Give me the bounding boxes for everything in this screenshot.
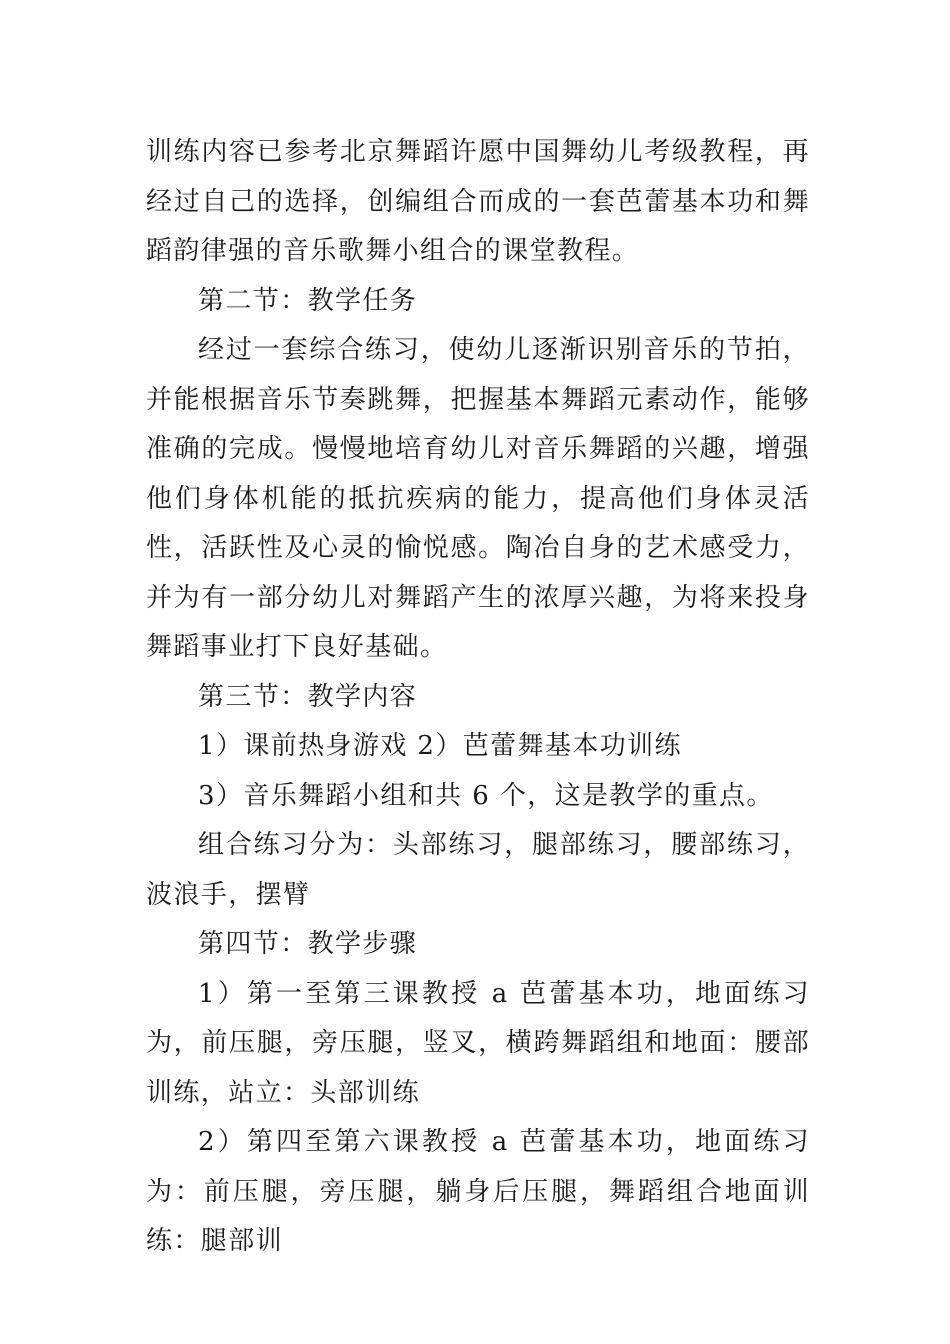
list-item-content-3: 3）音乐舞蹈小组和共 6 个，这是教学的重点。 xyxy=(198,780,774,811)
section-heading-teaching-steps: 第四节：教学步骤 xyxy=(198,929,418,959)
document-body xyxy=(146,128,810,1267)
list-item-step-2: 2）第四至第六课教授 a 芭蕾基本功，地面练习为：前压腿，旁压腿，躺身后压腿，舞蹈组合地面训练：腿部训 xyxy=(146,1127,810,1256)
list-item-content-1: 1）课前热身游戏 2）芭蕾舞基本功训练 xyxy=(198,731,682,761)
section-heading-teaching-tasks: 第二节：教学任务 xyxy=(198,285,418,316)
list-item-step-1: 1）第一至第三课教授 a 芭蕾基本功，地面练习为，前压腿，旁压腿，竖叉，横跨舞蹈组和地面：腰部训练，站立：头部训练 xyxy=(146,978,810,1108)
paragraph-combination-exercises: 组合练习分为：头部练习，腿部练习，腰部练习，波浪手，摆臂 xyxy=(146,830,810,910)
paragraph-teaching-tasks: 经过一套综合练习，使幼儿逐渐识别音乐的节拍，并能根据音乐节奏跳舞，把握基本舞蹈元素动作，能够准确的完成。慢慢地培育幼儿对音乐舞蹈的兴趣，增强他们身体机能的抵抗疾病的能力，提高他们身体灵活性，活跃性及心灵的愉悦感。陶冶自身的艺术感受力，并为有一部分幼儿对舞蹈产生的浓厚兴趣，为将来投身舞蹈事业打下良好基础。 xyxy=(146,335,810,662)
section-heading-teaching-content: 第三节：教学内容 xyxy=(198,681,418,712)
paragraph-intro-continued: 训练内容已参考北京舞蹈许愿中国舞幼儿考级教程，再经过自己的选择，创编组合而成的一套芭蕾基本功和舞蹈韵律强的音乐歌舞小组合的课堂教程。 xyxy=(146,137,810,266)
